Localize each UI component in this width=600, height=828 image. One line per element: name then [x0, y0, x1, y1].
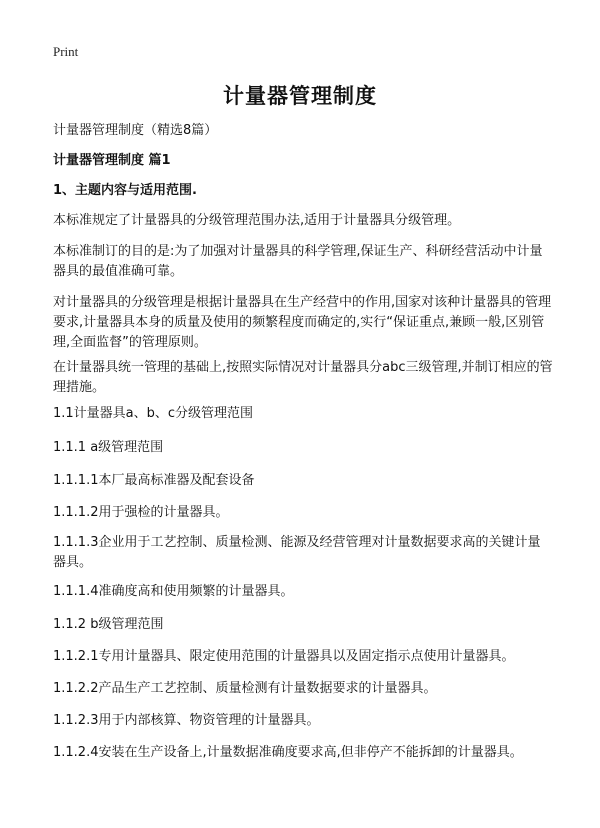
section-heading: 计量器管理制度 篇1	[53, 153, 171, 168]
print-label: Print	[53, 44, 79, 59]
paragraph: 1.1.2.3用于内部核算、物资管理的计量器具。	[53, 713, 320, 728]
paragraph: 1.1.1.2用于强检的计量器具。	[53, 505, 229, 520]
paragraph: 1.1.2.2产品生产工艺控制、质量检测有计量数据要求的计量器具。	[53, 681, 437, 696]
paragraph: 1.1.1.4准确度高和使用频繁的计量器具。	[53, 584, 294, 599]
paragraph: 对计量器具的分级管理是根据计量器具在生产经营中的作用,国家对该种计量器具的管理要求,计量器具本身的质量及使用的频繁程度而确定的,实行“保证重点,兼顾一般,区别管理,全面监督”的管理原则。	[53, 295, 552, 350]
document-title: 计量器管理制度	[223, 84, 377, 108]
paragraph: 1.1.2.1专用计量器具、限定使用范围的计量器具以及固定指示点使用计量器具。	[53, 649, 515, 664]
paragraph: 1.1.1.1本厂最高标准器及配套设备	[53, 473, 255, 488]
paragraph: 1.1计量器具a、b、c分级管理范围	[53, 406, 254, 421]
paragraph: 1.1.2 b级管理范围	[53, 617, 164, 632]
paragraph: 本标准规定了计量器具的分级管理范围办法,适用于计量器具分级管理。	[53, 213, 461, 228]
paragraph: 1.1.2.4安装在生产设备上,计量数据准确度要求高,但非停产不能拆卸的计量器具。	[53, 745, 523, 760]
paragraph: 本标准制订的目的是:为了加强对计量器具的科学管理,保证生产、科研经营活动中计量器具的最值准确可靠。	[53, 244, 543, 279]
paragraph: 1、主题内容与适用范围.	[53, 183, 197, 198]
paragraph: 1.1.1 a级管理范围	[53, 440, 164, 455]
paragraph: 在计量器具统一管理的基础上,按照实际情况对计量器具分abc三级管理,并制订相应的管理措施。	[53, 360, 553, 395]
paragraph: 1.1.1.3企业用于工艺控制、质量检测、能源及经营管理对计量数据要求高的关键计量器具。	[53, 535, 541, 570]
document-subtitle: 计量器管理制度（精选8篇）	[53, 123, 218, 138]
